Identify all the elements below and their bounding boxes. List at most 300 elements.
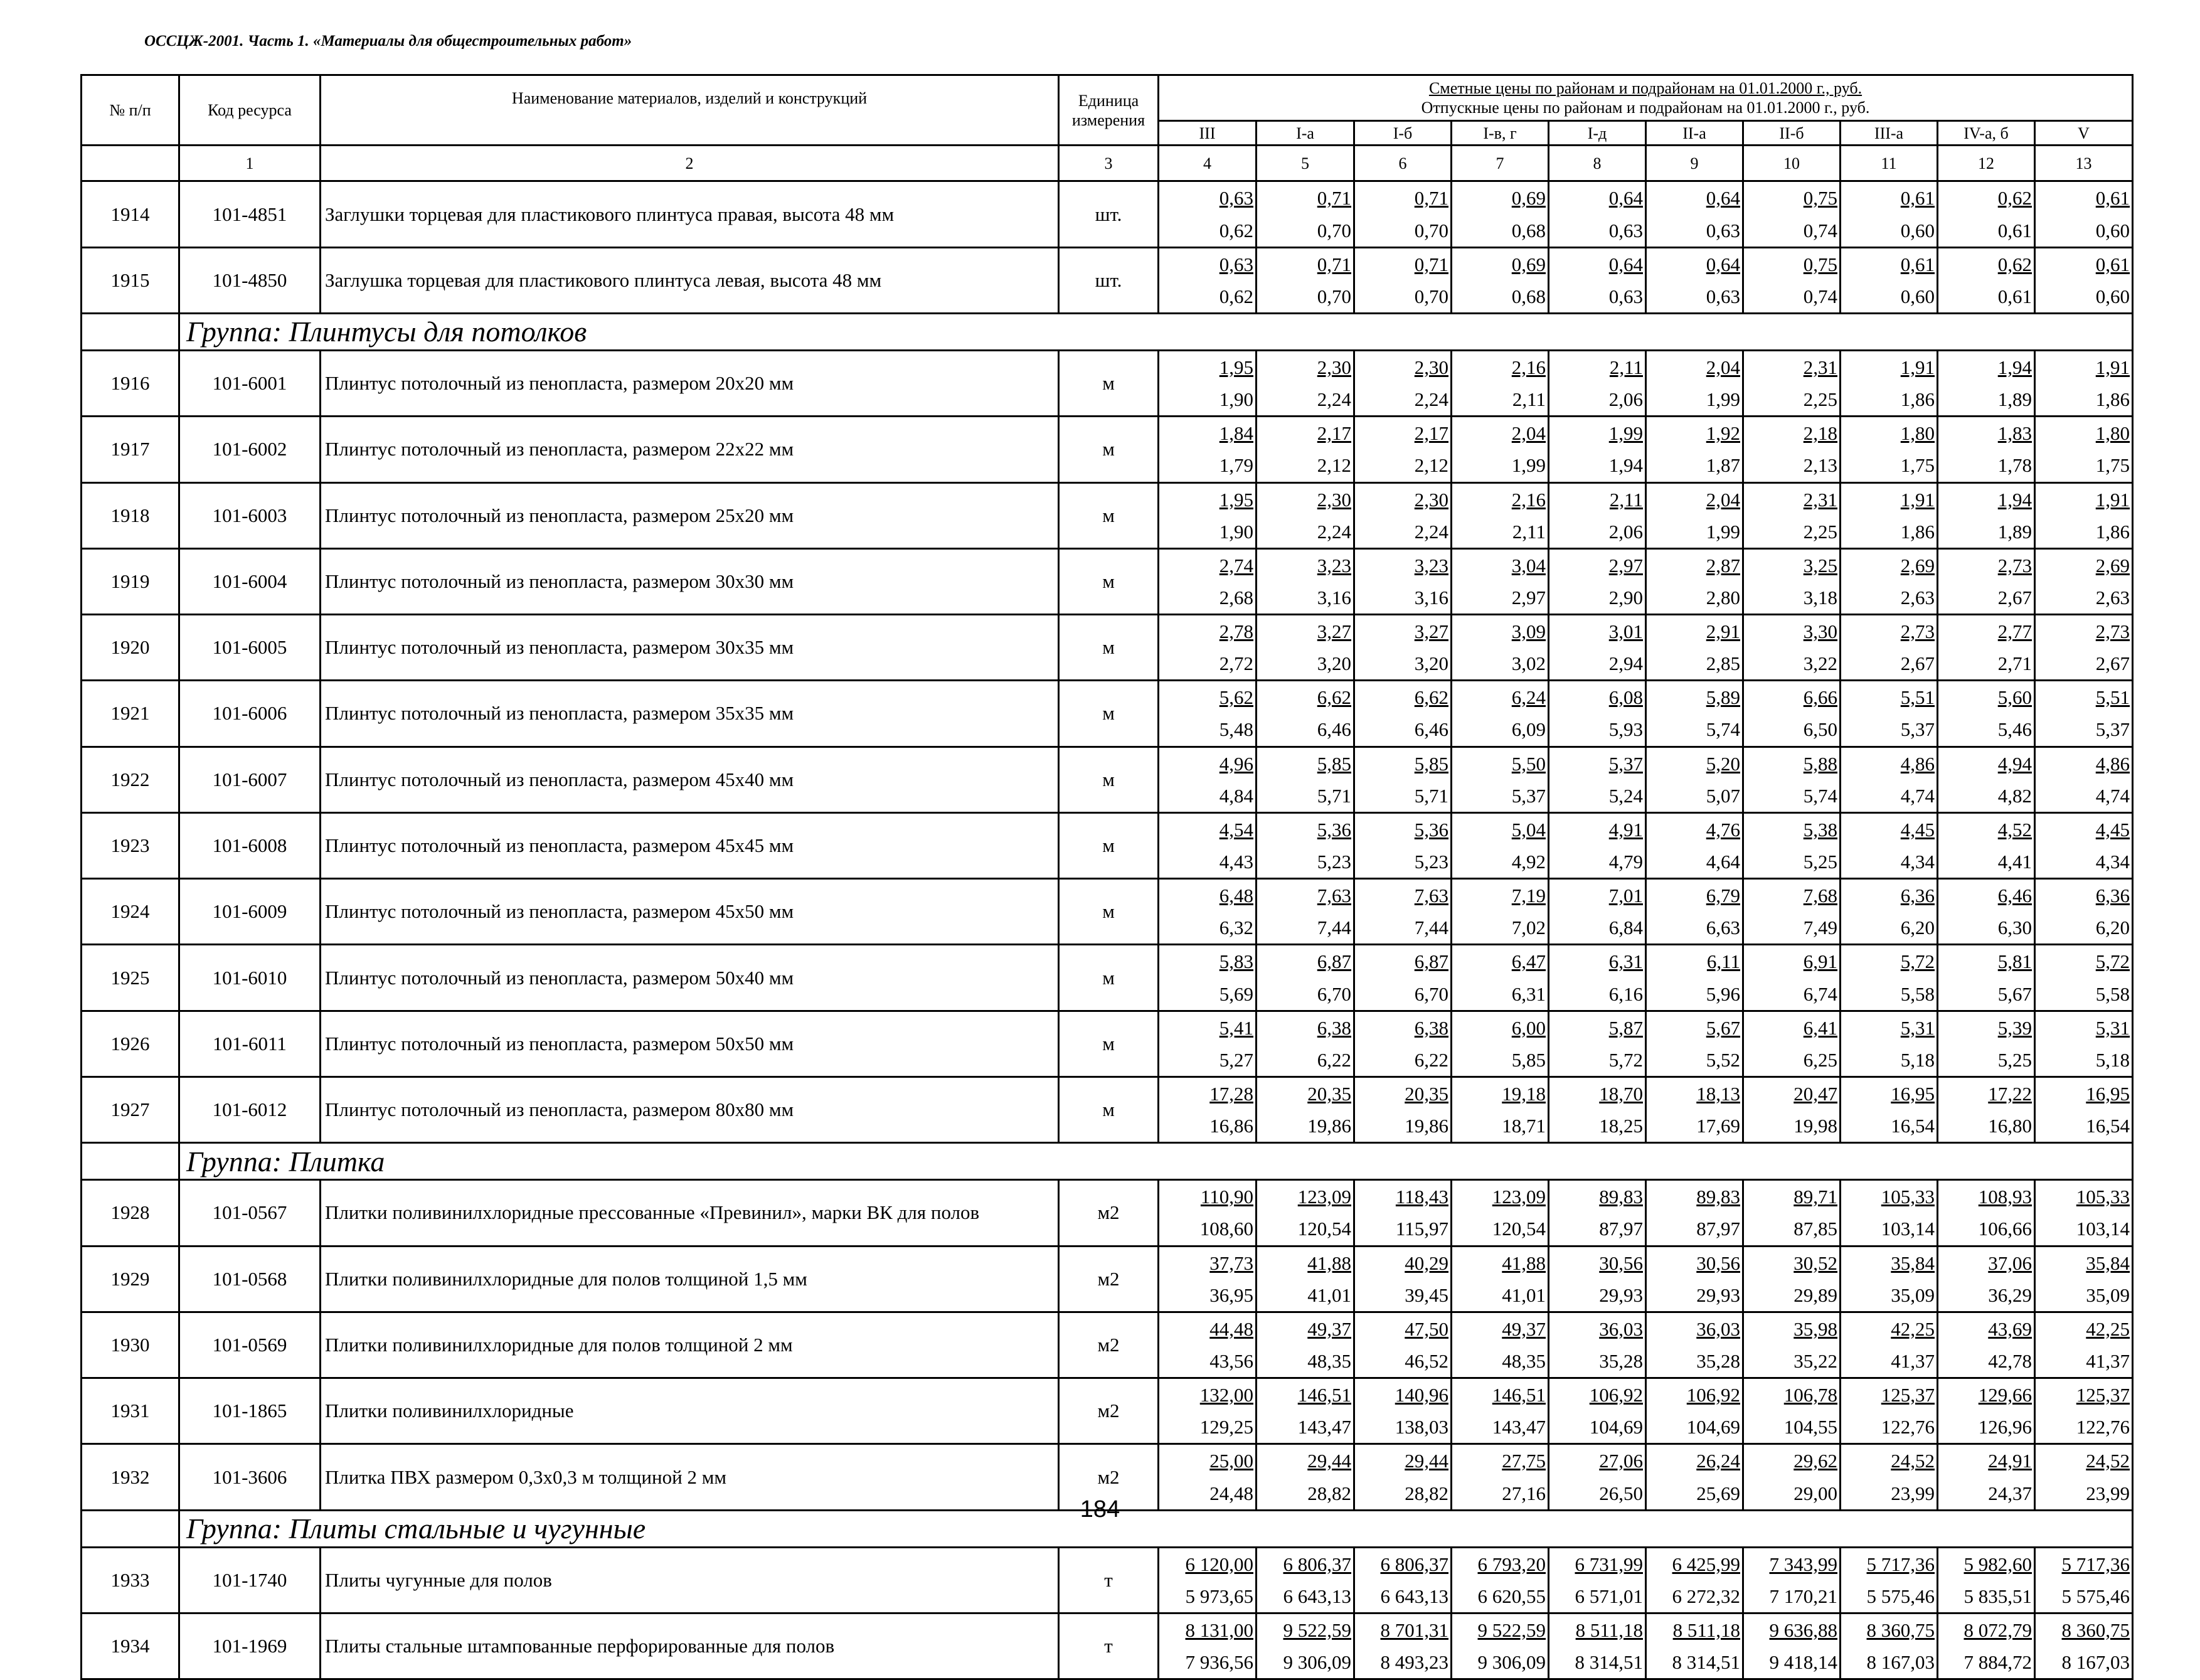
group-title: Группа: Плитка [179,1143,2133,1180]
price-cell [1549,417,1646,482]
row-number: 1922 [82,747,179,812]
price-cell [1257,482,1354,548]
release-price: 126,96 [1978,1416,2032,1438]
release-price: 29,89 [1793,1284,1837,1306]
group-empty-cell [82,1143,179,1180]
price-cell [1354,1312,1452,1378]
price-cell [1938,181,2035,247]
estimate-price: 6,46 [1997,885,2032,907]
release-price: 6 620,55 [1477,1585,1546,1607]
header-prices [1159,75,2133,121]
release-price: 1,86 [2095,520,2130,543]
estimate-price: 3,04 [1511,554,1546,577]
price-cell [1257,1614,1354,1679]
estimate-price: 24,52 [1891,1450,1935,1472]
release-price: 4,64 [1706,851,1740,873]
release-price: 103,14 [1881,1218,1935,1240]
price-cell [1354,350,1452,416]
price-cell [1841,812,1938,878]
estimate-price: 19,18 [1502,1083,1546,1105]
row-number: 1926 [82,1011,179,1077]
price-cell [1646,681,1743,747]
estimate-price: 8 131,00 [1185,1619,1253,1641]
group-row [82,313,2133,350]
release-price: 3,02 [1511,652,1546,675]
release-price: 5,24 [1608,784,1643,807]
estimate-price: 6 425,99 [1672,1553,1740,1575]
estimate-price: 106,92 [1589,1384,1643,1406]
price-cell [1549,1077,1646,1143]
estimate-price: 36,03 [1696,1317,1740,1340]
price-cell [1841,247,1938,313]
table-row [82,681,2133,747]
price-table [80,74,2134,1680]
price-cell [1452,247,1549,313]
release-price: 106,66 [1978,1218,2032,1240]
release-price: 87,85 [1793,1218,1837,1240]
price-cell [1549,482,1646,548]
price-cell [1841,1011,1938,1077]
estimate-price: 9 636,88 [1769,1619,1837,1641]
release-price: 1,86 [1900,520,1935,543]
price-cell [1938,350,2035,416]
table-row [82,1246,2133,1312]
estimate-price: 8 360,75 [1866,1619,1935,1641]
table-row [82,417,2133,482]
price-cell [1257,812,1354,878]
price-cell [1354,417,1452,482]
release-price: 120,54 [1492,1218,1546,1240]
price-cell [1452,1180,1549,1246]
release-price: 7 936,56 [1185,1651,1253,1674]
price-cell [1841,548,1938,614]
price-cell [1159,482,1257,548]
price-cell [1452,615,1549,681]
estimate-price: 4,45 [2095,818,2130,841]
release-price: 26,50 [1599,1482,1643,1504]
release-price: 9 306,09 [1477,1651,1546,1674]
release-price: 2,67 [2095,652,2130,675]
unit-of-measure: т [1059,1614,1159,1679]
price-cell [1646,1246,1743,1312]
price-cell [1646,482,1743,548]
release-price: 108,60 [1199,1218,1253,1240]
price-cell [1743,181,1841,247]
estimate-price: 4,86 [1900,752,1935,775]
estimate-price: 35,84 [1891,1252,1935,1274]
estimate-price: 41,88 [1502,1252,1546,1274]
price-cell [1257,1378,1354,1444]
release-price: 2,12 [1317,454,1351,477]
release-price: 2,71 [1997,652,2032,675]
release-price: 2,85 [1706,652,1740,675]
unit-of-measure: м2 [1059,1312,1159,1378]
release-price: 35,09 [1891,1284,1935,1306]
release-price: 6,46 [1414,718,1448,741]
price-cell [1841,1077,1938,1143]
resource-code: 101-1969 [179,1614,321,1679]
release-price: 6 272,32 [1672,1585,1740,1607]
price-cell [1743,1614,1841,1679]
release-price: 6,63 [1706,917,1740,939]
release-price: 2,68 [1219,586,1253,609]
estimate-price: 6,47 [1511,950,1546,973]
price-cell [1646,247,1743,313]
price-cell [1159,1614,1257,1679]
table-row [82,1312,2133,1378]
estimate-price: 1,91 [2095,488,2130,511]
table-row [82,1077,2133,1143]
release-price: 115,97 [1395,1218,1448,1240]
release-price: 28,82 [1307,1482,1351,1504]
header-region: V [2035,121,2133,146]
estimate-price: 5,37 [1608,752,1643,775]
release-price: 6,70 [1414,982,1448,1005]
price-cell [1841,1614,1938,1679]
release-price: 8 314,51 [1672,1651,1740,1674]
estimate-price: 4,76 [1706,818,1740,841]
release-price: 5 973,65 [1185,1585,1253,1607]
price-cell [1549,945,1646,1011]
release-price: 6,50 [1803,718,1837,741]
release-price: 5,58 [1900,982,1935,1005]
price-cell [1354,812,1452,878]
price-cell [1549,247,1646,313]
header-region: III-а [1841,121,1938,146]
estimate-price: 44,48 [1209,1317,1253,1340]
estimate-price: 5,41 [1219,1016,1253,1039]
estimate-price: 2,91 [1706,620,1740,643]
unit-of-measure: м2 [1059,1378,1159,1444]
release-price: 1,79 [1219,454,1253,477]
price-cell [1257,1180,1354,1246]
price-cell [1841,615,1938,681]
estimate-price: 0,61 [1900,253,1935,275]
price-cell [2035,181,2133,247]
release-price: 19,86 [1307,1115,1351,1137]
price-cell [1159,1547,1257,1613]
release-price: 129,25 [1199,1416,1253,1438]
estimate-price: 1,91 [2095,356,2130,378]
release-price: 16,54 [1891,1115,1935,1137]
price-cell [1452,747,1549,812]
estimate-price: 43,69 [1988,1317,2032,1340]
release-price: 8 314,51 [1575,1651,1643,1674]
estimate-price: 2,78 [1219,620,1253,643]
release-price: 0,74 [1803,285,1837,307]
estimate-price: 6 120,00 [1185,1553,1253,1575]
estimate-price: 5,31 [1900,1016,1935,1039]
price-cell [1743,681,1841,747]
release-price: 35,28 [1599,1350,1643,1373]
material-name: Плинтус потолочный из пенопласта, размером 45х50 мм [321,879,1059,945]
estimate-price: 2,73 [2095,620,2130,643]
release-price: 4,92 [1511,851,1546,873]
release-price: 16,54 [2086,1115,2130,1137]
release-price: 1,94 [1608,454,1643,477]
unit-of-measure: м [1059,615,1159,681]
price-cell [1938,681,2035,747]
column-number: 7 [1452,146,1549,181]
estimate-price: 7 343,99 [1769,1553,1837,1575]
header-num: № п/п [82,75,179,146]
estimate-price: 5,36 [1317,818,1351,841]
release-price: 7,02 [1511,917,1546,939]
price-cell [1841,417,1938,482]
estimate-price: 3,23 [1317,554,1351,577]
resource-code: 101-6002 [179,417,321,482]
estimate-price: 0,64 [1608,187,1643,210]
release-price: 1,78 [1997,454,2032,477]
release-price: 43,56 [1209,1350,1253,1373]
price-cell [1257,615,1354,681]
material-name: Заглушки торцевая для пластикового плинтуса правая, высота 48 мм [321,181,1059,247]
price-cell [1159,1378,1257,1444]
release-price: 1,89 [1997,520,2032,543]
price-cell [1841,945,1938,1011]
price-cell [1452,1011,1549,1077]
release-price: 16,80 [1988,1115,2032,1137]
price-cell [1159,247,1257,313]
release-price: 5,96 [1706,982,1740,1005]
price-cell [1743,247,1841,313]
estimate-price: 123,09 [1492,1186,1546,1208]
release-price: 6,20 [2095,917,2130,939]
release-price: 4,34 [2095,851,2130,873]
column-number: 4 [1159,146,1257,181]
price-cell [1841,1378,1938,1444]
estimate-price: 5,20 [1706,752,1740,775]
estimate-price: 2,69 [1900,554,1935,577]
material-name: Плинтус потолочный из пенопласта, размером 50х40 мм [321,945,1059,1011]
estimate-price: 5 717,36 [1866,1553,1935,1575]
release-price: 29,00 [1793,1482,1837,1504]
column-number: 10 [1743,146,1841,181]
document-header: ОССЦЖ-2001. Часть 1. «Материалы для общестроительных работ» [144,33,632,50]
release-price: 87,97 [1696,1218,1740,1240]
estimate-price: 4,86 [2095,752,2130,775]
release-price: 2,63 [1900,586,1935,609]
estimate-price: 18,13 [1696,1083,1740,1105]
table-row [82,1378,2133,1444]
release-price: 2,72 [1219,652,1253,675]
price-cell [1646,181,1743,247]
estimate-price: 2,18 [1803,422,1837,445]
header-region: I-а [1257,121,1354,146]
estimate-price: 16,95 [2086,1083,2130,1105]
estimate-price: 1,95 [1219,488,1253,511]
release-price: 5,25 [1997,1048,2032,1071]
price-cell [1549,548,1646,614]
material-name: Плитки поливинилхлоридные для полов толщиной 1,5 мм [321,1246,1059,1312]
price-cell [1257,247,1354,313]
price-cell [1354,482,1452,548]
release-price: 35,28 [1696,1350,1740,1373]
resource-code: 101-0569 [179,1312,321,1378]
release-price: 0,70 [1414,219,1448,242]
unit-of-measure: м [1059,945,1159,1011]
row-number: 1918 [82,482,179,548]
price-cell [1743,1180,1841,1246]
price-cell [1354,1077,1452,1143]
price-cell [1159,681,1257,747]
price-cell [1159,879,1257,945]
release-price: 1,87 [1706,454,1740,477]
release-price: 9 306,09 [1283,1651,1351,1674]
estimate-price: 2,73 [1997,554,2032,577]
estimate-price: 17,22 [1988,1083,2032,1105]
price-cell [1549,615,1646,681]
price-cell [1938,812,2035,878]
release-price: 27,16 [1502,1482,1546,1504]
estimate-price: 49,37 [1502,1317,1546,1340]
price-cell [1743,1246,1841,1312]
release-price: 3,18 [1803,586,1837,609]
resource-code: 101-6001 [179,350,321,416]
estimate-price: 0,61 [1900,187,1935,210]
header-release-prices: Отпускные цены по районам и подрайонам на 01.01.2000 г., руб. [1421,98,1870,117]
price-cell [2035,681,2133,747]
table-row [82,482,2133,548]
row-number: 1927 [82,1077,179,1143]
price-cell [1938,247,2035,313]
row-number: 1929 [82,1246,179,1312]
estimate-price: 29,44 [1307,1450,1351,1472]
price-cell [1841,1246,1938,1312]
release-price: 19,86 [1405,1115,1448,1137]
price-cell [1938,1011,2035,1077]
estimate-price: 4,54 [1219,818,1253,841]
header-region: III [1159,121,1257,146]
release-price: 36,95 [1209,1284,1253,1306]
estimate-price: 30,56 [1696,1252,1740,1274]
release-price: 29,93 [1696,1284,1740,1306]
release-price: 2,25 [1803,520,1837,543]
material-name: Плинтус потолочный из пенопласта, размером 50х50 мм [321,1011,1059,1077]
estimate-price: 6,00 [1511,1016,1546,1039]
price-cell [1354,681,1452,747]
unit-of-measure: м [1059,482,1159,548]
estimate-price: 5,60 [1997,686,2032,709]
price-cell [1354,615,1452,681]
release-price: 16,86 [1209,1115,1253,1137]
estimate-price: 1,94 [1997,356,2032,378]
material-name: Плинтус потолочный из пенопласта, размером 45х45 мм [321,812,1059,878]
estimate-price: 7,63 [1317,885,1351,907]
release-price: 5,18 [1900,1048,1935,1071]
release-price: 23,99 [2086,1482,2130,1504]
estimate-price: 2,04 [1511,422,1546,445]
price-cell [1938,1378,2035,1444]
release-price: 0,63 [1608,285,1643,307]
price-cell [2035,1614,2133,1679]
estimate-price: 1,80 [2095,422,2130,445]
estimate-price: 6,79 [1706,885,1740,907]
estimate-price: 0,61 [2095,187,2130,210]
estimate-price: 4,94 [1997,752,2032,775]
release-price: 1,90 [1219,388,1253,411]
estimate-price: 5,85 [1414,752,1448,775]
price-cell [1452,945,1549,1011]
unit-of-measure: м [1059,417,1159,482]
release-price: 41,01 [1307,1284,1351,1306]
resource-code: 101-6011 [179,1011,321,1077]
estimate-price: 1,83 [1997,422,2032,445]
release-price: 8 167,03 [1866,1651,1935,1674]
release-price: 6,74 [1803,982,1837,1005]
release-price: 6,16 [1608,982,1643,1005]
estimate-price: 20,47 [1793,1083,1837,1105]
estimate-price: 5,50 [1511,752,1546,775]
estimate-price: 2,97 [1608,554,1643,577]
release-price: 7 884,72 [1964,1651,2032,1674]
material-name: Плитка ПВХ размером 0,3х0,3 м толщиной 2 мм [321,1444,1059,1510]
price-cell [1938,1246,2035,1312]
unit-of-measure: м2 [1059,1246,1159,1312]
price-cell [1743,1312,1841,1378]
price-cell [1549,1011,1646,1077]
release-price: 5,18 [2095,1048,2130,1071]
estimate-price: 3,27 [1317,620,1351,643]
release-price: 2,24 [1317,388,1351,411]
estimate-price: 47,50 [1405,1317,1448,1340]
price-cell [2035,1180,2133,1246]
release-price: 5,85 [1511,1048,1546,1071]
estimate-price: 4,91 [1608,818,1643,841]
release-price: 5 575,46 [2061,1585,2130,1607]
estimate-price: 0,64 [1706,187,1740,210]
release-price: 0,70 [1317,285,1351,307]
material-name: Плинтус потолочный из пенопласта, размером 22х22 мм [321,417,1059,482]
estimate-price: 2,30 [1317,356,1351,378]
unit-of-measure: м [1059,681,1159,747]
table-row [82,350,2133,416]
price-cell [1646,417,1743,482]
price-cell [1938,1614,2035,1679]
release-price: 3,22 [1803,652,1837,675]
estimate-price: 27,06 [1599,1450,1643,1472]
unit-of-measure: шт. [1059,181,1159,247]
estimate-price: 18,70 [1599,1083,1643,1105]
release-price: 6,20 [1900,917,1935,939]
material-name: Плинтус потолочный из пенопласта, размером 30х30 мм [321,548,1059,614]
price-cell [1938,945,2035,1011]
price-cell [1743,417,1841,482]
price-cell [1159,1312,1257,1378]
price-cell [1452,681,1549,747]
release-price: 17,69 [1696,1115,1740,1137]
estimate-price: 6,66 [1803,686,1837,709]
release-price: 0,60 [1900,219,1935,242]
release-price: 4,41 [1997,851,2032,873]
release-price: 0,68 [1511,219,1546,242]
unit-of-measure: м [1059,812,1159,878]
price-cell [1646,1312,1743,1378]
header-region: I-б [1354,121,1452,146]
price-cell [1646,1614,1743,1679]
price-cell [1743,482,1841,548]
column-number: 6 [1354,146,1452,181]
release-price: 1,75 [1900,454,1935,477]
price-cell [1841,879,1938,945]
price-cell [1452,879,1549,945]
price-cell [1646,1077,1743,1143]
unit-of-measure: м [1059,1011,1159,1077]
estimate-price: 6,62 [1317,686,1351,709]
release-price: 7 170,21 [1769,1585,1837,1607]
price-cell [1257,747,1354,812]
table-row [82,1614,2133,1679]
